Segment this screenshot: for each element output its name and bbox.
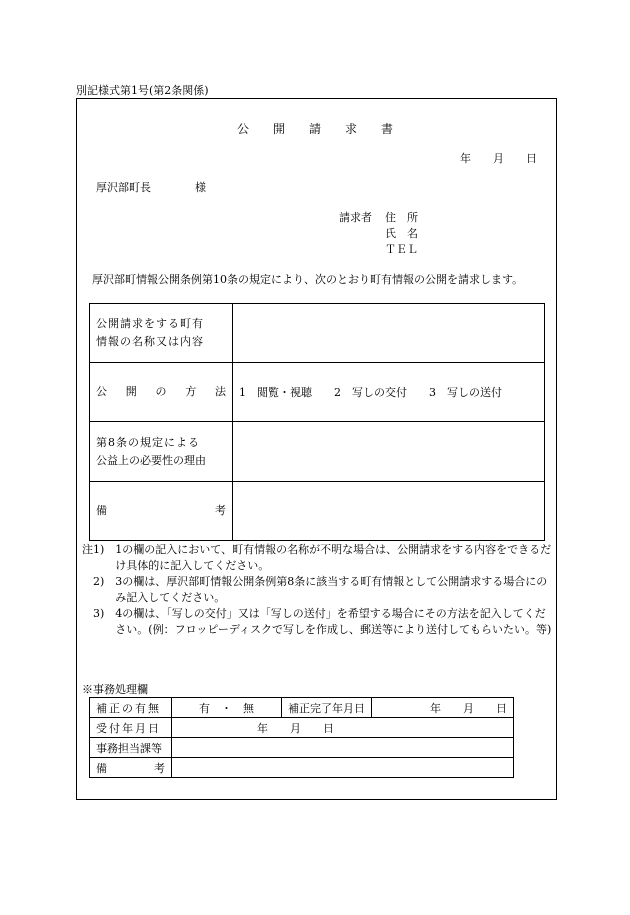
requester-label: 請求者 [339, 211, 372, 224]
option-copy-mail[interactable]: 3 写しの送付 [429, 386, 502, 399]
note-1: 注1) 1の欄の記入において、町有情報の名称が不明な場合は、公開請求をする内容をできるだけ具体的に記入してください。 [82, 543, 552, 572]
completion-value[interactable]: 年 月 日 [372, 698, 514, 718]
received-value[interactable]: 年 月 日 [172, 718, 514, 738]
address-label: 住 所 [385, 211, 418, 224]
request-table [89, 303, 545, 541]
row-reason-label: 第8条の規定による 公益上の必要性の理由 [90, 422, 233, 482]
reason-cell[interactable] [233, 422, 545, 482]
correction-label: 補正の有無 [90, 698, 172, 718]
office-table [89, 697, 514, 778]
intro-text: 厚沢部町情報公開条例第10条の規定により、次のとおり町有情報の公開を請求します。 [92, 273, 524, 286]
row-info-name-label: 公開請求をする町有 情報の名称又は内容 [90, 304, 233, 363]
correction-value[interactable]: 有 ・ 無 [172, 698, 282, 718]
method-options [233, 363, 545, 422]
date-line: 年 月 日 [460, 152, 537, 165]
note-2: 2) 3の欄は、厚沢部町情報公開条例第8条に該当する町有情報として公開請求する場合にのみ記入してください。 [82, 575, 548, 604]
office-heading: ※事務処理欄 [82, 683, 148, 696]
option-view[interactable]: 1 閲覧・視聴 [239, 386, 312, 399]
completion-label: 補正完了年月日 [282, 698, 372, 718]
name-label: 氏 名 [385, 227, 418, 240]
note-3: 3) 4の欄は、「写しの交付」又は「写しの送付」を希望する場合にその方法を記入してください。(例：フロッピーディスクで写しを作成し、郵送等により送付してもらいたい。等) [82, 607, 552, 636]
section-label: 事務担当課等 [90, 738, 172, 758]
section-value[interactable] [172, 738, 514, 758]
form-label: 別記様式第1号(第2条関係) [76, 84, 209, 97]
notes [82, 542, 554, 638]
page-title: 公 開 請 求 書 [236, 122, 393, 136]
row-remarks-label: 備 考 [90, 482, 233, 541]
remarks-cell[interactable] [233, 482, 545, 541]
info-name-cell[interactable] [233, 304, 545, 363]
addressee: 厚沢部町長 様 [96, 181, 206, 194]
option-copy-delivery[interactable]: 2 写しの交付 [334, 386, 407, 399]
office-remarks-value[interactable] [172, 758, 514, 778]
office-remarks-label: 備 考 [90, 758, 172, 778]
row-method-label: 公 開 の 方 法 [90, 363, 233, 422]
received-label: 受付年月日 [90, 718, 172, 738]
tel-label: ＴＥＬ [385, 243, 418, 256]
